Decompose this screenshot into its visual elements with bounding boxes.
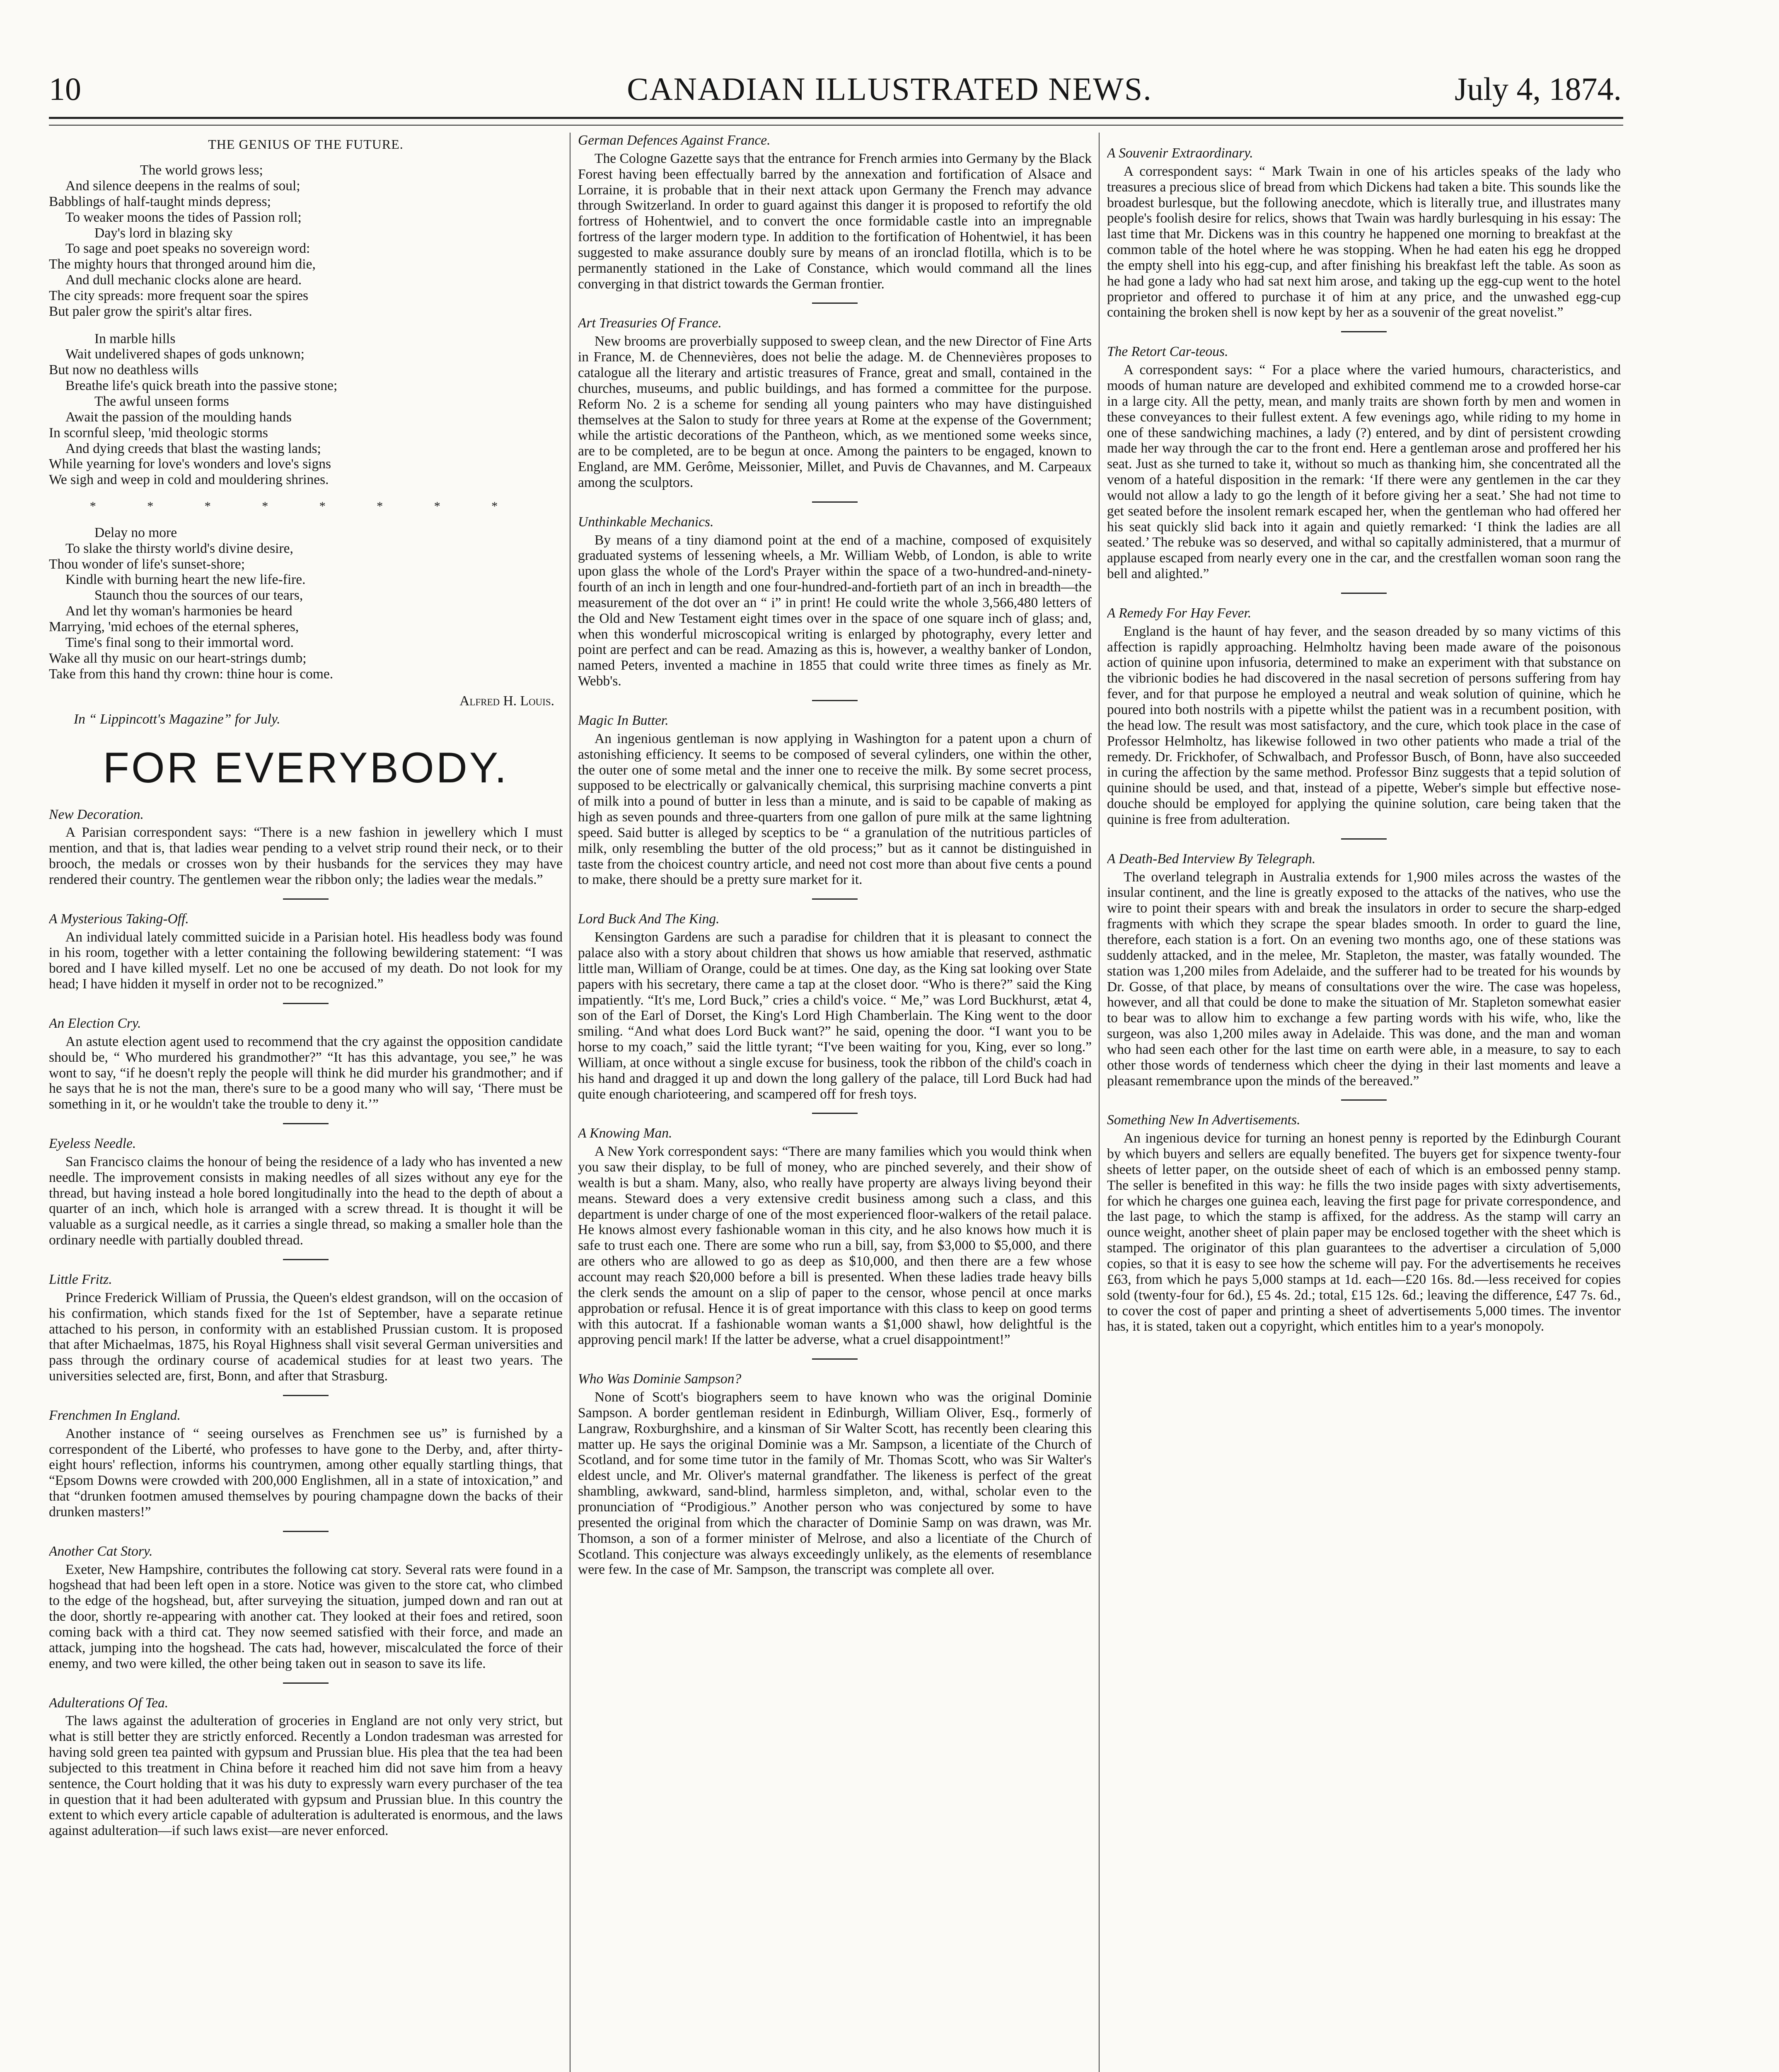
article-title: Eyeless Needle. <box>49 1136 136 1152</box>
poem-line: Wait undelivered shapes of gods unknown; <box>65 346 305 362</box>
article-body: An astute election agent used to recommend that the cry against the opposition candidate should be, “ Who murdered his grandmother?” “It has this advantage, you see,” he was wont to say, “if he doesn't reply the people will think he did murder his grandmother; and if he says that he is not the man, there's sure to be a good many who will say, ‘There must be something in it, or he wouldn't take the trouble to deny it.’” <box>49 1034 563 1112</box>
poem-stanza <box>49 525 563 682</box>
column-divider <box>1099 133 1100 2072</box>
poem-line: Await the passion of the moulding hands <box>65 409 292 425</box>
article <box>1107 605 1621 828</box>
article-divider <box>283 1531 329 1532</box>
article-title: New Decoration. <box>49 806 144 822</box>
article <box>578 713 1092 888</box>
column-1 <box>49 133 563 2072</box>
article-body: None of Scott's biographers seem to have known who was the original Dominie Sampson. A border gentleman resident in Edinburgh, William Oliver, Esq., formerly of Langraw, Roxburghshire, and a kinsman of Sir Walter Scott, has recently been clearing this matter up. He says the original Dominie was a Mr. Sampson, a licentiate of the Church of Scotland, and for some time tutor in the family of Mr. Thomas Scott, who was Sir Walter's eldest uncle, and Mr. Oliver's maternal grandfather. The likeness is perfect of the great shambling, awkward, sand-blind, harmless simpleton, and, withal, scholar even to the pronunciation of “Prodigious.” Another person who was conjectured by some to have presented the original from which the character of Dominie Samp on was drawn, was Mr. Thomson, a son of a former minister of Melrose, and also a licentiate of the Church of Scotland. This conjecture was always exceedingly unlikely, as the elements of resemblance were few. In the case of Mr. Sampson, the transcript was complete all over. <box>578 1389 1092 1578</box>
poem-source: In “ Lippincott's Magazine” for July. <box>74 712 280 727</box>
article-divider <box>283 1259 329 1260</box>
article-body: The laws against the adulteration of groceries in England are not only very strict, but what is still better they are strictly enforced. Recently a London tradesman was arrested for having sold green tea painted with gypsum and Prussian blue. His plea that the tea had been subjected to this treatment in China before it reached him did not save him from a heavy sentence, the Court holding that it was his duty to expressly warn every purchaser of the tea in question that it had been adulterated with gypsum and Prussian blue. In this country the extent to which every article capable of adulteration is adulterated is enormous, and the laws against adulteration—if such laws exist—are never enforced. <box>49 1713 563 1839</box>
article-divider <box>283 898 329 900</box>
masthead-rule <box>49 117 1623 126</box>
poem-line: In marble hills <box>94 331 176 346</box>
article-body: A correspondent says: “ Mark Twain in one of his articles speaks of the lady who treasures a precious slice of bread from which Dickens had taken a bite. This sounds like the broadest burlesque, but the following anecdote, which is literally true, and illustrates many people's foolish desire for relics, shows that Twain was hardly burlesquing in his essay: The last time that Mr. Dickens was in this country he happened one morning to breakfast at the common table of the hotel where he was stopping. When he had eaten his egg he dropped the empty shell into his egg-cup, and after finishing his breakfast left the table. As soon as he had gone a lady who had sat next him arose, and taking up the egg-cup went to the hotel proprietor and offered to purchase it of him at any price, and the unwashed egg-cup containing the broken shell is now kept by her as a souvenir of the great novelist.” <box>1107 163 1621 320</box>
poem-line: But paler grow the spirit's altar fires. <box>49 303 252 319</box>
article <box>49 1544 563 1672</box>
article <box>49 1136 563 1248</box>
article-divider <box>1341 331 1387 332</box>
article-title: A Remedy For Hay Fever. <box>1107 605 1252 621</box>
article-title: Unthinkable Mechanics. <box>578 514 714 530</box>
article-body: A Parisian correspondent says: “There is a new fashion in jewellery which I must mention, and that is, that ladies wear pending to a velvet strip round their neck, or to their brooch, the medals or crosses won by their husbands for the services they may have rendered their country. The gentlemen wear the ribbon only; the ladies wear the medals.” <box>49 825 563 887</box>
poem-line: And dull mechanic clocks alone are heard. <box>65 272 302 288</box>
article-title: Magic In Butter. <box>578 713 669 728</box>
article-body: By means of a tiny diamond point at the end of a machine, composed of exquisitely graduated systems of lessening wheels, a Mr. William Webb, of London, is able to write upon glass the whole of the Lord's Prayer within the space of a two-hundred-and-ninety-fourth of an inch in length and one four-hundred-and-fortieth part of an inch in breadth—the measurement of the dot over an “ i” in print! He could write the whole 3,566,480 letters of the Old and New Testament eight times over in the space of one square inch of glass; and, when this wonderful microscopical writing is enlarged by photography, every letter and point are perfect and can be read. Amazing as this is, however, a wealthy banker of London, named Peters, invented a machine in 1855 that could write three times as finely as Mr. Webb's. <box>578 532 1092 689</box>
poem-stanza <box>49 162 563 319</box>
article-body: San Francisco claims the honour of being the residence of a lady who has invented a new needle. The improvement consists in making needles of all sizes without any eye for the thread, but having instead a hole bored longitudinally into the head to the depth of about a quarter of an inch, which hole is arranged with a screw thread. It is thought it will be valuable as a surgical needle, as it carries a single thread, so making a smaller hole than the ordinary needle with partially doubled thread. <box>49 1154 563 1248</box>
article <box>49 911 563 992</box>
poem-line: Marrying, 'mid echoes of the eternal spheres, <box>49 619 299 634</box>
poem-line: To sage and poet speaks no sovereign word: <box>65 241 310 257</box>
article-title: German Defences Against France. <box>578 133 771 148</box>
poem-line: Day's lord in blazing sky <box>94 225 233 241</box>
article <box>49 1695 563 1839</box>
article <box>1107 851 1621 1089</box>
article-body: A correspondent says: “ For a place where the varied humours, characteristics, and moods of human nature are developed and exhibited commend me to a crowded horse-car in a large city. All the petty, mean, and manly traits are shown forth by men and women in these conveyances to their fullest extent. A few evenings ago, while riding to my home in one of these sandwiching machines, a lady (?) entered, and by dint of persistent crowding made her way through the car to the front end. Here a gentleman arose and proffered her his seat. Just as she turned to take it, without so much as thanking him, she concentrated all the venom of a hateful disposition in the remark: ‘If there were any gentlemen in the car they would not allow a lady to go the length of it before giving her a seat.’ She had not time to get seated before the insolent remark escaped her, when the gentleman who had offered her his seat quickly slid back into it again and quietly remarked: ‘I think the ladies are all seated.’ The rebuke was so deserved, and withal so capitally administered, that a murmur of applause escaped from nearly every one in the car, and the crestfallen woman soon rang the bell and alighted.” <box>1107 362 1621 582</box>
poem-title: THE GENIUS OF THE FUTURE. <box>208 137 404 152</box>
poem-line: But now no deathless wills <box>49 362 199 378</box>
article-title: Little Fritz. <box>49 1271 112 1287</box>
article-divider <box>283 1003 329 1004</box>
article-body: The overland telegraph in Australia extends for 1,900 miles across the wastes of the insular continent, and the line is greatly exposed to the attacks of the natives, who use the wire to point their spears with and break the insulators in order to secure the sharp-edged fragments with which they scrape the spear blades smooth. In order to guard the line, therefore, each station is a fort. On an evening two months ago, one of these stations was suddenly attacked, and in the melee, Mr. Stapleton, the master, was fatally wounded. The station was 1,200 miles from Adelaide, and the sufferer had to be treated for his wounds by Dr. Gosse, of that place, by means of consultations over the wire. The case was hopeless, however, and all that could be done to make the situation of Mr. Stapleton somewhat easier to bear was to allow him to exchange a few parting words with his wife, who, like the surgeon, was also 1,200 miles away in Adelaide. This was done, and the man and woman who had seen each other for the last time on earth were able, in a measure, to say to each other those words of tenderness which cheer the dying in their last moments and leave a pleasant remembrance upon the minds of the bereaved.” <box>1107 869 1621 1089</box>
poem-line: The mighty hours that thronged around him die, <box>49 257 316 272</box>
poem-line: Take from this hand thy crown: thine hour is come. <box>49 666 334 682</box>
article-divider <box>812 303 858 304</box>
poem-line: The awful unseen forms <box>94 393 229 409</box>
article-divider <box>812 700 858 701</box>
poem-line: Staunch thou the sources of our tears, <box>94 588 303 603</box>
article <box>578 911 1092 1102</box>
article-body: New brooms are proverbially supposed to sweep clean, and the new Director of Fine Arts in France, M. de Chennevières, does not belie the adage. M. de Chennevières proposes to catalogue all the literary and artistic treasures of France, great and small, contained in the churches, museums, and public buildings, and has formed a committee for the purpose. Reform No. 2 is a scheme for sending all young painters who may have distinguished themselves at the Salon to study for three years at Rome at the expense of the Government; while the artistic decorations of the Pantheon, which, as we mentioned some weeks since, are to be completed, are to be begun at once. Among the painters to be engaged, known to England, are MM. Gerôme, Meissonier, Millet, and Puvis de Chavannes, and M. Carpeaux among the sculptors. <box>578 334 1092 490</box>
page-number: 10 <box>49 71 81 107</box>
poem-line: Delay no more <box>94 525 177 540</box>
column-2 <box>578 133 1092 2072</box>
column-3 <box>1107 133 1621 2072</box>
poem-line: To slake the thirsty world's divine desire, <box>65 540 293 556</box>
article-title: A Mysterious Taking-Off. <box>49 911 189 927</box>
newspaper-title: CANADIAN ILLUSTRATED NEWS. <box>627 71 1152 107</box>
article-body: Prince Frederick William of Prussia, the Queen's eldest grandson, will on the occasion of his confirmation, which stands fixed for the 1st of September, have a separate retinue attached to his person, in conformity with an established Prussian custom. It is proposed that after Michaelmas, 1875, his Royal Highness shall visit several German universities and pass through the ordinary course of academical studies for at least two years. The universities selected are, first, Bonn, and after that Strasburg. <box>49 1290 563 1384</box>
poem-line: And let thy woman's harmonies be heard <box>65 603 292 619</box>
poem-line: The city spreads: more frequent soar the spires <box>49 288 309 303</box>
poem-line: Breathe life's quick breath into the passive stone; <box>65 378 338 394</box>
article-body: Another instance of “ seeing ourselves as Frenchmen see us” is furnished by a correspondent of the Liberté, who professes to have gone to the Derby, and, after thirty-eight hours' reflection, informs his countrymen, among other equally startling things, that “Epsom Downs were crowded with 200,000 Englishmen, all in a state of intoxication,” and that “drunken footmen amused themselves by pouring champagne down the backs of their drunken masters!” <box>49 1426 563 1520</box>
poem-line: To weaker moons the tides of Passion roll; <box>65 209 302 225</box>
poem-line: The world grows less; <box>140 162 263 178</box>
masthead <box>0 70 1779 116</box>
poem-stanza <box>49 331 563 488</box>
article-body: An ingenious gentleman is now applying in Washington for a patent upon a churn of astonishing efficiency. It seems to be composed of several cylinders, one within the other, the outer one of some metal and the inner one to receive the milk. By some secret process, supposed to be electrically or galvanically chemical, this surprising machine converts a pint of milk into a pound of butter in less than a minute, and is said to be capable of making as high as seven pounds and three-quarters from one gallon of pure milk at the same lightning speed. Said butter is alleged by sceptics to be “ a granulation of the nutritious particles of milk, only resembling the butter of the old process;” but as it cannot be distinguished in taste from the choicest country article, and need not cost more than about five cents a pound to make, there should be a pretty sure market for it. <box>578 731 1092 888</box>
poem-line: Wake all thy music on our heart-strings dumb; <box>49 650 307 666</box>
poem-line: While yearning for love's wonders and love's signs <box>49 456 331 472</box>
article <box>49 1016 563 1112</box>
article <box>578 315 1092 490</box>
article-body: Kensington Gardens are such a paradise for children that it is pleasant to connect the palace also with a story about children that shows us how amiable that reserved, asthmatic little man, William of Orange, could be at times. One day, as the King sat looking over State papers with his secretary, there came a tap at the closet door. “Who is there?” said the King impatiently. “It's me, Lord Buck,” cries a child's voice. “ Me,” was Lord Buckhurst, ætat 4, son of the Earl of Dorset, the King's Lord High Chamberlain. The King went to the door smiling. “And what does Lord Buck want?” he said, opening the door. “I want you to be horse to my coach,” said the little tyrant; “I've been waiting for you, King, ever so long.” William, at once without a single excuse for business, took the ribbon of the child's coach in his hand and dragged it up and down the long gallery of the palace, till Lord Buck had had quite enough charioteering, and scampered off for fresh toys. <box>578 929 1092 1102</box>
article-divider <box>283 1123 329 1124</box>
article-title: The Retort Car-teous. <box>1107 344 1228 360</box>
article-divider <box>812 898 858 900</box>
article-title: An Election Cry. <box>49 1016 141 1031</box>
poem <box>49 137 563 727</box>
article-body: Exeter, New Hampshire, contributes the following cat story. Several rats were found in a hogshead that had been left open in a store. Notice was given to the store cat, who climbed to the edge of the hogshead, but, after surveying the situation, jumped down and ran out at the door, shortly re-appearing with another cat. They looked at their foes and retired, soon coming back with a third cat. They now seemed satisfied with their force, and made an attack, jumping into the hogshead. The cats had, however, miscalculated the force of their enemy, and two were killed, the other being taken out in season to save its life. <box>49 1561 563 1671</box>
article <box>49 1408 563 1520</box>
article <box>1107 145 1621 320</box>
article-title: Frenchmen In England. <box>49 1407 181 1423</box>
article-divider <box>283 1682 329 1684</box>
article-body: The Cologne Gazette says that the entrance for French armies into Germany by the Black Forest having been effectually barred by the annexation and fortification of Alsace and Lorraine, it is probable that in their next attack upon Germany the French may advance through Switzerland. In order to guard against this danger it is proposed to refortify the old fortress of Hohentwiel, and to convert the once formidable castle into an impregnable fortress of the larger modern type. In addition to the fortification of Hohentwiel, it has been suggested to make assurance doubly sure by means of an ironclad flotilla, which is to be permanently stationed in the Lake of Constance, which would command all the lines converging in that district towards the German frontier. <box>578 150 1092 292</box>
poem-line: And silence deepens in the realms of soul; <box>65 178 300 194</box>
article-divider <box>812 1113 858 1114</box>
article <box>1107 1112 1621 1334</box>
poem-line: Babblings of half-taught minds depress; <box>49 194 271 209</box>
article-body: England is the haunt of hay fever, and the season dreaded by so many victims of this affection is rapidly approaching. Helmholtz having been made aware of the poisonous action of quinine upon infusoria, determined to make an experiment with that substance on the vibrionic bodies he had discovered in the nasal secretion of persons suffering from hay fever, and for that purpose he employed a neutral and weak solution of quinine, which he poured into both nostrils with a pipette whilst the patient was in a recumbent position, with the head low. The result was most satisfactory, and the cure, which took place in the case of Professor Helmholtz, has likewise followed in two other patients who made a trial of the remedy. Dr. Frickhofer, of Schwalbach, and Professor Busch, of Bonn, have also succeeded in curing the affection by the same method. Professor Binz suggests that a tepid solution of quinine should be used, and that, instead of a pipette, Weber's simple but effective nose-douche should be employed for applying the quinine solution, care being taken that the quinine is free from adulteration. <box>1107 623 1621 827</box>
article <box>578 514 1092 689</box>
article-title: Adulterations Of Tea. <box>49 1695 169 1711</box>
stars-divider: * * * * * * * * <box>89 499 522 513</box>
article <box>1107 344 1621 582</box>
article-title: Something New In Advertisements. <box>1107 1112 1300 1128</box>
article <box>578 1371 1092 1578</box>
poem-line: Kindle with burning heart the new life-fire. <box>65 572 306 588</box>
article-divider <box>812 1358 858 1360</box>
article <box>578 133 1092 292</box>
article-title: Lord Buck And The King. <box>578 911 720 927</box>
poem-line: Thou wonder of life's sunset-shore; <box>49 556 245 572</box>
issue-date: July 4, 1874. <box>1454 71 1622 107</box>
poem-author: Alfred H. Louis. <box>459 693 554 709</box>
article-divider <box>812 501 858 503</box>
article-divider <box>1341 838 1387 840</box>
article-title: A Death-Bed Interview By Telegraph. <box>1107 851 1316 867</box>
article-body: An ingenious device for turning an honest penny is reported by the Edinburgh Courant by which buyers and sellers are equally benefited. The buyers get for sixpence twenty-four sheets of letter paper, on the outside sheet of each of which is an embossed penny stamp. The seller is benefited in this way: he fills the two inside pages with sixty advertisements, for which he charges one guinea each, leaving the first page for private correspondence, and the last page, to which the stamp is affixed, for the address. As the stamp will carry an ounce weight, another sheet of plain paper may be enclosed together with the sheet which is stamped. The originator of this plan guarantees to the advertiser a circulation of 5,000 copies, so that it is easy to see how the scheme will pay. For the advertisements he receives £63, from which he pays 5,000 stamps at 1d. each—£20 16s. 8d.—less received for copies sold (twenty-four for 6d.), £5 4s. 2d.; total, £15 12s. 6d.; leaving the difference, £47 7s. 6d., to cover the cost of paper and printing a sheet of advertisements 5,000 times. The inventor has, it is stated, taken out a copyright, which entitles him to a year's monopoly. <box>1107 1130 1621 1334</box>
poem-line: And dying creeds that blast the wasting lands; <box>65 441 321 456</box>
article-title: Who Was Dominie Sampson? <box>578 1371 742 1387</box>
poem-line: We sigh and weep in cold and mouldering shrines. <box>49 472 329 488</box>
poem-line: Time's final song to their immortal word. <box>65 634 294 650</box>
article-title: Art Treasuries Of France. <box>578 315 722 331</box>
section-heading: FOR EVERYBODY. <box>103 744 509 792</box>
article <box>49 807 563 888</box>
poem-line: In scornful sleep, 'mid theologic storms <box>49 425 268 441</box>
article <box>578 1126 1092 1348</box>
article-divider <box>1341 593 1387 594</box>
article <box>49 1272 563 1384</box>
article-title: A Knowing Man. <box>578 1126 672 1141</box>
article-title: Another Cat Story. <box>49 1543 153 1559</box>
article-title: A Souvenir Extraordinary. <box>1107 145 1253 161</box>
article-divider <box>1341 1099 1387 1101</box>
article-body: An individual lately committed suicide in a Parisian hotel. His headless body was found in his room, together with a letter containing the following bewildering statement: “I was bored and I have killed myself. Let no one be accused of my death. Do not look for my head; I have hidden it myself in order not to be recognized.” <box>49 929 563 992</box>
article-body: A New York correspondent says: “There are many families which you would think when you saw their display, to be full of money, who are pinched severely, and their show of wealth is but a sham. Many, also, who really have property are always living beyond their means. Steward does a very extensive credit business among such a class, and this department is under charge of one of the most experienced floor-walkers of the retail palace. He knows almost every fashionable woman in this city, and he also knows how much it is safe to trust each one. There are some who run a bill, say, from $3,000 to $5,000, and there are others who are allowed to go as deep as $10,000, and then there are a few whose account may reach $20,000 before a bill is presented. When these ladies trade heavy bills the clerk sends the amount on a slip of paper to the censor, whose pencil at once marks approbation or refusal. Hence it is of great importance with this class to keep on good terms with this autocrat. If a fashionable woman wants a $1,000 shawl, how delightful is the approving pencil mark! If the latter be adverse, what a cruel disappointment!” <box>578 1144 1092 1348</box>
article-divider <box>283 1395 329 1396</box>
